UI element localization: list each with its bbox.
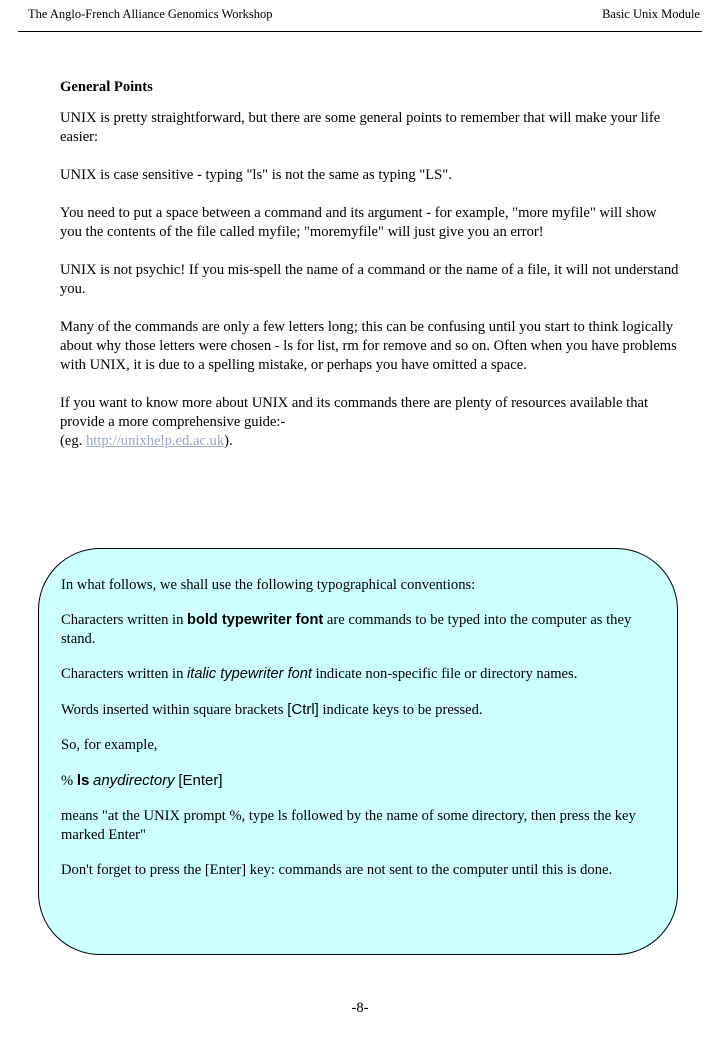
example-argument: anydirectory <box>92 772 175 789</box>
paragraph-spaces: You need to put a space between a command and its argument - for example, "more myfile" will show you the contents of the file called myfile; "moremyfile" will just give you an error! <box>60 205 657 240</box>
convention-keys-post: indicate keys to be pressed. <box>318 702 483 718</box>
convention-bold <box>61 611 669 649</box>
convention-keys-pre: Words inserted within square brackets <box>61 702 288 718</box>
conventions-box <box>38 548 678 955</box>
convention-bold-pre: Characters written in <box>61 612 188 628</box>
convention-keys-term: [Ctrl] <box>287 701 319 718</box>
page-header <box>18 0 702 32</box>
convention-bold-post: are commands to be typed into the computer as they stand. <box>61 612 632 647</box>
convention-bold-term: bold typewriter font <box>187 612 324 628</box>
convention-italic <box>61 665 669 684</box>
example-command-line <box>61 771 669 791</box>
unixhelp-link[interactable]: http://unixhelp.ed.ac.uk <box>85 433 225 449</box>
conventions-content <box>61 576 669 880</box>
enter-key-reminder: Don't forget to press the [Enter] key: commands are not sent to the computer until this is done. <box>61 862 613 878</box>
paragraph-resources <box>60 394 680 451</box>
example-intro: So, for example, <box>61 737 158 753</box>
resources-text: If you want to know more about UNIX and its commands there are plenty of resources available that provide a more comprehensive guide:- <box>60 395 649 430</box>
paragraph-short-commands: Many of the commands are only a few letters long; this can be confusing until you start to think logically about why those letters were chosen - ls for list, rm for remove and so on. Often when you have problems with UNIX, it is due to a spelling mistake, or perhaps you have omitted a space. <box>60 319 677 373</box>
paragraph-not-psychic: UNIX is not psychic! If you mis-spell the name of a command or the name of a file, it will not understand you. <box>60 262 679 297</box>
paragraph-case-sensitive: UNIX is case sensitive - typing "ls" is not the same as typing "LS". <box>60 167 452 183</box>
header-workshop-title: The Anglo-French Alliance Genomics Workshop <box>28 7 273 21</box>
example-key: [Enter] <box>178 772 223 789</box>
header-module-title: Basic Unix Module <box>602 7 700 21</box>
conventions-intro: In what follows, we shall use the following typographical conventions: <box>61 577 476 593</box>
convention-italic-post: indicate non-specific file or directory names. <box>311 666 578 682</box>
section-heading: General Points <box>60 79 153 95</box>
page-number: -8- <box>351 1000 369 1016</box>
paragraph-intro: UNIX is pretty straightforward, but there are some general points to remember that will make your life easier: <box>60 110 661 145</box>
resources-prefix: (eg. <box>60 433 86 449</box>
convention-keys <box>61 700 669 720</box>
example-meaning: means "at the UNIX prompt %, type ls followed by the name of some directory, then press the key marked Enter" <box>61 808 636 843</box>
example-prompt: % <box>61 773 77 789</box>
example-command: ls <box>76 772 90 789</box>
convention-italic-term: italic typewriter font <box>187 666 312 682</box>
resources-suffix: ). <box>224 433 233 449</box>
convention-italic-pre: Characters written in <box>61 666 188 682</box>
general-points-section <box>60 78 680 451</box>
